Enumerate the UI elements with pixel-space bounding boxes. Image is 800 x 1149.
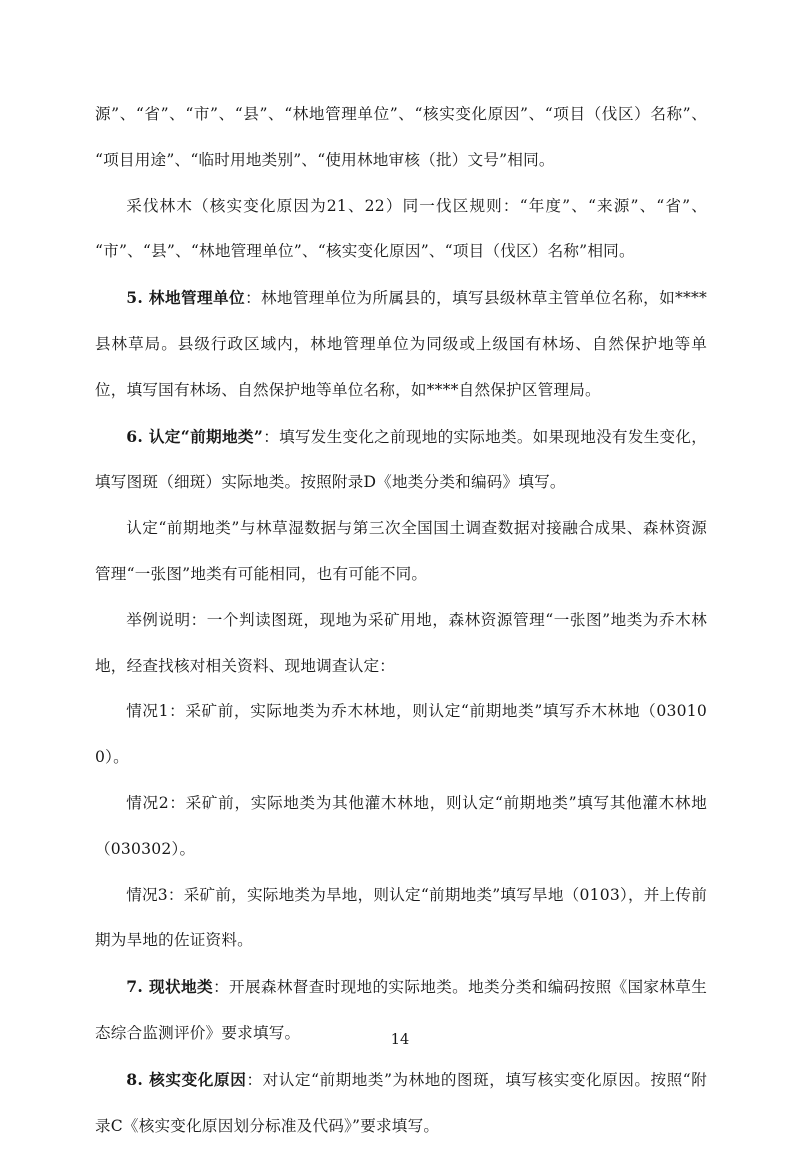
paragraph-text: 采伐林木（核实变化原因为21、22）同一伐区规则：“年度”、“来源”、“省”、“市”、“县”、“林地管理单位”、“核实变化原因”、“项目（伐区）名称”相同。: [95, 196, 707, 261]
paragraph-logging-same-block-rule: [95, 184, 707, 276]
paragraph-clause-6: [95, 414, 707, 507]
page-text-column: [95, 92, 707, 1149]
paragraph-prior-landtype-comparison: [95, 506, 707, 598]
paragraph-same-field-rules-cont: [95, 92, 707, 184]
paragraph-case-1: [95, 689, 707, 781]
paragraph-text: 情况1：采矿前，实际地类为乔木林地，则认定“前期地类”填写乔木林地（030100）。: [95, 702, 707, 767]
paragraph-text: ：开展森林督查时现地的实际地类。地类分类和编码按照《国家林草生态综合监测评价》要求填写。: [95, 978, 707, 1042]
paragraph-case-3: [95, 873, 707, 965]
page-number: 14: [390, 1032, 410, 1048]
paragraph-text: ：林地管理单位为所属县的，填写县级林草主管单位名称，如****县林草局。县级行政区域内，林地管理单位为同级或上级国有林场、自然保护地等单位，填写国有林场、自然保护地等单位名称，如****自然保护区管理局。: [95, 289, 707, 399]
paragraph-text: ：对认定“前期地类”为林地的图斑，填写核实变化原因。按照“附录C《核实变化原因划分标准及代码》”要求填写。: [95, 1070, 707, 1135]
paragraph-text: 认定“前期地类”与林草湿数据与第三次全国国土调查数据对接融合成果、森林资源管理“一张图”地类有可能相同，也有可能不同。: [95, 519, 707, 583]
clause-label-6: 6. 认定“前期地类”: [126, 426, 264, 446]
paragraph-text: 情况3：采矿前，实际地类为旱地，则认定“前期地类”填写旱地（0103），并上传前期为旱地的佐证资料。: [95, 885, 707, 950]
paragraph-text: 源”、“省”、“市”、“县”、“林地管理单位”、“核实变化原因”、“项目（伐区）名称”、“项目用途”、“临时用地类别”、“使用林地审核（批）文号”相同。: [95, 105, 707, 169]
paragraph-text: 情况2：采矿前，实际地类为其他灌木林地，则认定“前期地类”填写其他灌木林地（030302）。: [95, 793, 707, 858]
paragraph-text: ：填写发生变化之前现地的实际地类。如果现地没有发生变化，填写图斑（细斑）实际地类。按照附录D《地类分类和编码》填写。: [95, 427, 707, 492]
paragraph-clause-8: [95, 1057, 707, 1149]
clause-label-8: 8. 核实变化原因: [126, 1069, 247, 1089]
paragraph-case-2: [95, 781, 707, 873]
clause-label-7: 7. 现状地类: [126, 977, 214, 997]
paragraph-text: 举例说明：一个判读图斑，现地为采矿用地，森林资源管理“一张图”地类为乔木林地，经查找核对相关资料、现地调查认定：: [95, 610, 707, 675]
paragraph-example-intro: [95, 598, 707, 690]
clause-label-5: 5. 林地管理单位: [126, 288, 246, 308]
paragraph-clause-5: [95, 275, 707, 413]
